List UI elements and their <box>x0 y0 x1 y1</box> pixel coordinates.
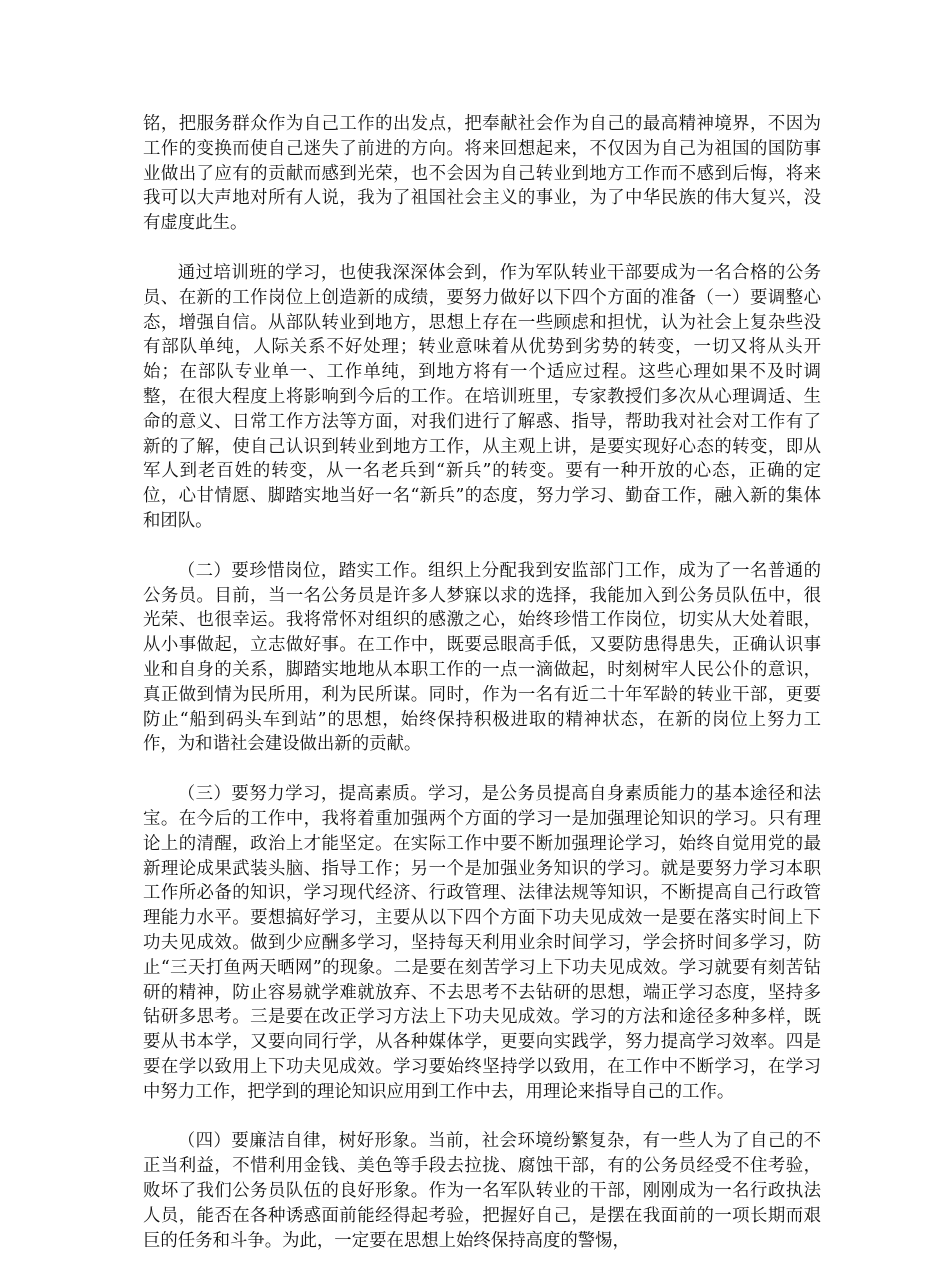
paragraph-self-discipline: （四）要廉洁自律，树好形象。当前，社会环境纷繁复杂，有一些人为了自己的不正当利益，不惜利用金钱、美色等手段去拉拢、腐蚀干部，有的公务员经受不住考验，败坏了我们公务员队伍的良好形象。作为一名军队转业的干部，刚刚成为一名行政执法人员，能否在各种诱惑面前能经得起考验，把握好自己，是摆在我面前的一项长期而艰巨的任务和斗争。为此，一定要在思想上始终保持高度的警惕， <box>143 1131 821 1251</box>
paragraph-cherish-post: （二）要珍惜岗位，踏实工作。组织上分配我到安监部门工作，成为了一名普通的公务员。目前，当一名公务员是许多人梦寐以求的选择，我能加入到公务员队伍中，很光荣、也很幸运。我将常怀对组织的感激之心，始终珍惜工作岗位，切实从大处着眼，从小事做起，立志做好事。在工作中，既要忌眼高手低，又要防患得患失，正确认识事业和自身的关系，脚踏实地地从本职工作的一点一滴做起，时刻树牢人民公仆的意识，真正做到情为民所用，利为民所谋。同时，作为一名有近二十年军龄的转业干部，更要防止“船到码头车到站”的思想，始终保持积极进取的精神状态，在新的岗位上努力工作，为和谐社会建设做出新的贡献。 <box>143 560 821 755</box>
paragraph-study-hard: （三）要努力学习，提高素质。学习，是公务员提高自身素质能力的基本途径和法宝。在今后的工作中，我将着重加强两个方面的学习一是加强理论知识的学习。只有理论上的清醒，政治上才能坚定。在实际工作中要不断加强理论学习，始终自觉用党的最新理论成果武装头脑、指导工作；另一个是加强业务知识的学习。就是要努力学习本职工作所必备的知识，学习现代经济、行政管理、法律法规等知识，不断提高自己行政管理能力水平。要想搞好学习，主要从以下四个方面下功夫见成效一是要在落实时间上下功夫见成效。做到少应酬多学习，坚持每天利用业余时间学习，学会挤时间多学习，防止“三天打鱼两天晒网”的现象。二是要在刻苦学习上下功夫见成效。学习就要有刻苦钻研的精神，防止容易就学难就放弃、不去思考不去钻研的思想，端正学习态度，坚持多钻研多思考。三是要在改正学习方法上下功夫见成效。学习的方法和途径多种多样，既要从书本学，又要向同行学，从各种媒体学，更要向实践学，努力提高学习效率。四是要在学以致用上下功夫见成效。学习要始终坚持学以致用，在工作中不断学习，在学习中努力工作，把学到的理论知识应用到工作中去，用理论来指导自己的工作。 <box>143 784 821 1102</box>
document-page <box>143 0 821 1278</box>
paragraph-continuation: 铭，把服务群众作为自己工作的出发点，把奉献社会作为自己的最高精神境界，不因为工作的变换而使自己迷失了前进的方向。将来回想起来，不仅因为自己为祖国的国防事业做出了应有的贡献而感到光荣，也不会因为自己转业到地方工作而不感到后悔，将来我可以大声地对所有人说，我为了祖国社会主义的事业，为了中华民族的伟大复兴，没有虚度此生。 <box>143 114 821 234</box>
paragraph-preparation-intro: 通过培训班的学习，也使我深深体会到，作为军队转业干部要成为一名合格的公务员、在新的工作岗位上创造新的成绩，要努力做好以下四个方面的准备（一）要调整心态，增强自信。从部队转业到地方，思想上存在一些顾虑和担忧，认为社会上复杂些没有部队单纯，人际关系不好处理；转业意味着从优势到劣势的转变，一切又将从头开始；在部队专业单一、工作单纯，到地方将有一个适应过程。这些心理如果不及时调整，在很大程度上将影响到今后的工作。在培训班里，专家教授们多次从心理调适、生命的意义、日常工作方法等方面，对我们进行了解惑、指导，帮助我对社会对工作有了新的了解，使自己认识到转业到地方工作，从主观上讲，是要实现好心态的转变，即从军人到老百姓的转变，从一名老兵到“新兵”的转变。要有一种开放的心态，正确的定位，心甘情愿、脚踏实地当好一名“新兵”的态度，努力学习、勤奋工作，融入新的集体和团队。 <box>143 262 821 531</box>
